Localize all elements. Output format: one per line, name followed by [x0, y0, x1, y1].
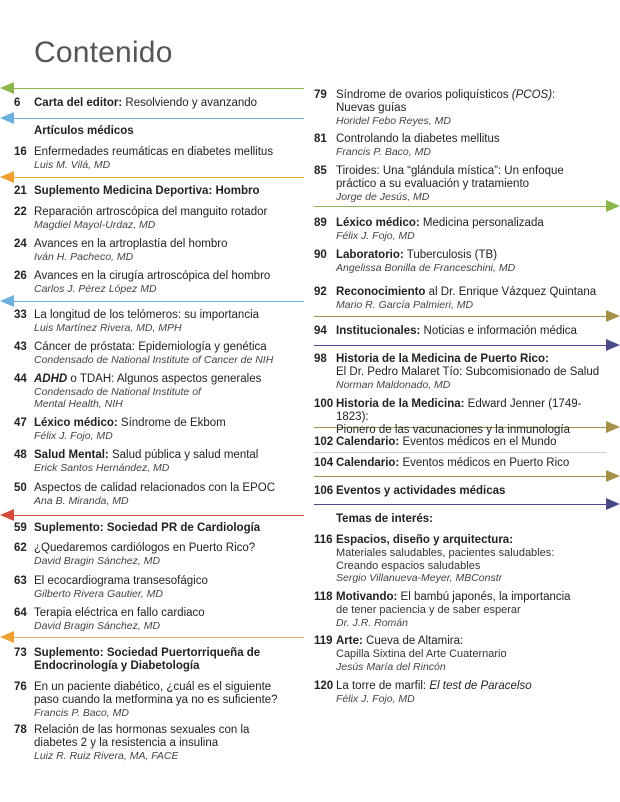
entry-author: Luis Martínez Rivera, MD, MPH — [34, 322, 182, 334]
entry-title: Relación de las hormonas sexuales con la — [34, 724, 250, 736]
page-number: 100 — [314, 398, 334, 410]
section-rule — [14, 637, 304, 638]
entry-author: Condensado de National Institute of Cancer de NIH — [34, 354, 274, 366]
section-rule — [314, 206, 606, 207]
entry-author: Dr. J.R. Román — [336, 616, 408, 629]
entry-abbreviation: ADHD — [34, 373, 68, 385]
entry-author: Angelissa Bonilla de Franceschini, MD — [336, 262, 516, 274]
entry-title: Resolviendo y avanzando — [122, 97, 258, 109]
entry-author: Sergio Villanueva-Meyer, MBConstr — [336, 572, 503, 584]
entry-abbreviation: (PCOS) — [511, 89, 553, 101]
section-heading: Artículos médicos — [34, 125, 134, 137]
entry-title: Terapia eléctrica en fallo cardiaco — [34, 607, 205, 619]
entry-author: Luis M. Vilá, MD — [34, 159, 111, 171]
entry-section: Léxico médico: — [336, 217, 420, 229]
entry-author: Mental Health, NIH — [34, 398, 123, 410]
entry-author: Francis P. Baco, MD — [336, 146, 431, 158]
entry-section: Institucionales: — [336, 325, 421, 337]
entry-title: Eventos y actividades médicas — [336, 485, 506, 497]
page-number: 120 — [314, 680, 334, 692]
entry-author: Carlos J. Pérez López MD — [34, 283, 157, 295]
entry-title: Tuberculosis (TB) — [403, 249, 498, 261]
page-number: 118 — [314, 591, 333, 603]
entry-section: Carta del editor: — [34, 97, 123, 109]
page-number: 50 — [14, 482, 27, 494]
entry-author: Iván H. Pacheco, MD — [34, 251, 134, 263]
page-number: 76 — [14, 681, 27, 693]
entry-title: Noticias e información médica — [420, 325, 577, 337]
entry-author: Condensado de National Institute of — [34, 386, 201, 398]
page-number: 47 — [14, 417, 27, 429]
section-rule — [14, 177, 304, 178]
section-marker-navy — [606, 339, 620, 351]
page-number: 92 — [314, 286, 327, 298]
section-rule — [314, 316, 606, 317]
entry-title: El ecocardiograma transesofágico — [34, 575, 208, 587]
entry-author: Félix J. Fojo, MD — [34, 430, 113, 442]
entry-title: Salud pública y salud mental — [108, 449, 259, 461]
page-number: 33 — [14, 309, 27, 321]
entry-author: Francis P. Baco, MD — [34, 707, 129, 719]
page-title: Contenido — [34, 36, 173, 69]
section-marker-olive — [606, 310, 620, 322]
entry-title: Eventos médicos en el Mundo — [399, 436, 557, 448]
page-number: 102 — [314, 436, 334, 448]
page-number: 90 — [314, 249, 327, 261]
page-number: 6 — [14, 97, 21, 109]
entry-title-cont: diabetes 2 y la resistencia a insulina — [34, 737, 219, 749]
page-number: 116 — [314, 534, 333, 546]
entry-title: Eventos médicos en Puerto Rico — [399, 457, 570, 469]
entry-author: Erick Santos Hernández, MD — [34, 462, 170, 474]
page-number: 73 — [14, 647, 27, 659]
entry-section: Historia de la Medicina de Puerto Rico: — [336, 353, 549, 365]
page-number: 24 — [14, 238, 27, 250]
entry-author: Jesús María del Rincón — [336, 660, 446, 673]
page-number: 98 — [314, 353, 327, 365]
entry-title: Reparación artroscópica del manguito rotador — [34, 206, 268, 218]
entry-title: Controlando la diabetes mellitus — [336, 133, 500, 145]
page-number: 78 — [14, 724, 27, 736]
entry-section: Historia de la Medicina: — [336, 398, 465, 410]
section-heading: Temas de interés: — [336, 513, 433, 525]
entry-title: Síndrome de ovarios poliquísticos — [336, 89, 512, 101]
entry-title-cont: Nuevas guías — [336, 102, 407, 114]
entry-title: El bambú japonés, la importancia — [397, 591, 571, 603]
page-number: 85 — [314, 165, 327, 177]
section-marker-navy — [606, 498, 620, 510]
entry-title: En un paciente diabético, ¿cuál es el siguiente — [34, 681, 272, 693]
entry-title-cont: Pionero de las vacunaciones y la inmunología — [336, 424, 570, 436]
entry-author: Magdiel Mayol-Urdaz, MD — [34, 219, 156, 231]
section-marker-red — [0, 509, 14, 521]
section-marker-olive — [606, 470, 620, 482]
section-rule — [14, 515, 304, 516]
entry-section: Calendario: — [336, 436, 400, 448]
entry-section: Léxico médico: — [34, 417, 118, 429]
entry-title: Avances en la cirugía artroscópica del hombro — [34, 270, 271, 282]
entry-section: Arte: — [336, 635, 363, 647]
entry-author: Gilberto Rivera Gautier, MD — [34, 588, 163, 600]
entry-author: Félix J. Fojo, MD — [336, 230, 415, 242]
entry-author: Ana B. Miranda, MD — [34, 495, 129, 507]
entry-author: David Bragin Sánchez, MD — [34, 620, 161, 632]
entry-title: Medicina personalizada — [419, 217, 544, 229]
entry-title: Suplemento Medicina Deportiva: Hombro — [34, 185, 260, 197]
entry-title: Suplemento: Sociedad PR de Cardiología — [34, 522, 261, 534]
page-number: 89 — [314, 217, 327, 229]
section-marker-blue — [0, 112, 14, 124]
entry-author: Jorge de Jesús, MD — [336, 191, 430, 203]
entry-title: Aspectos de calidad relacionados con la EPOC — [34, 482, 276, 494]
entry-title-cont: Creando espacios saludables — [336, 559, 481, 572]
entry-title-italic: El test de Paracelso — [429, 680, 532, 692]
section-rule — [14, 118, 304, 119]
entry-title-cont: Endocrinología y Diabetología — [34, 660, 200, 672]
entry-title: Enfermedades reumáticas en diabetes mellitus — [34, 146, 274, 158]
entry-title: o TDAH: Algunos aspectos generales — [67, 373, 262, 385]
page-number: 44 — [14, 373, 27, 385]
page-number: 81 — [314, 133, 327, 145]
page-number: 59 — [14, 522, 27, 534]
page-number: 119 — [314, 635, 333, 647]
entry-title-cont: paso cuando la metformina ya no es suficiente? — [34, 694, 278, 706]
page-number: 79 — [314, 89, 327, 101]
entry-section: Laboratorio: — [336, 249, 404, 261]
section-rule — [14, 88, 304, 89]
entry-title: La longitud de los telómeros: su importancia — [34, 309, 260, 321]
entry-title: ¿Quedaremos cardiólogos en Puerto Rico? — [34, 542, 256, 554]
page-number: 62 — [14, 542, 27, 554]
section-rule — [14, 301, 304, 302]
entry-title-cont: Capilla Sixtina del Arte Cuaternario — [336, 648, 507, 660]
entry-punct: : — [552, 89, 556, 101]
section-marker-blue — [0, 295, 14, 307]
entry-title: La torre de marfil: — [336, 680, 430, 692]
entry-title: Síndrome de Ekbom — [117, 417, 226, 429]
entry-author: Félix J. Fojo, MD — [336, 693, 415, 705]
entry-section: Calendario: — [336, 457, 400, 469]
page-number: 106 — [314, 485, 334, 497]
section-marker-orange — [0, 631, 14, 643]
entry-title: Cáncer de próstata: Epidemiología y genética — [34, 341, 267, 353]
section-marker-orange — [0, 171, 14, 183]
entry-title-cont: de tener paciencia y de saber esperar — [336, 604, 521, 616]
entry-author: Horidel Febo Reyes, MD — [336, 115, 451, 127]
entry-section: Salud Mental: — [34, 449, 109, 461]
entry-title: Suplemento: Sociedad Puertorriqueña de — [34, 647, 261, 659]
page-number: 48 — [14, 449, 27, 461]
page-number: 104 — [314, 457, 334, 469]
entry-author: David Bragin Sánchez, MD — [34, 555, 161, 567]
entry-section: Motivando: — [336, 591, 398, 603]
entry-author: Luiz R. Ruiz Rivera, MA, FACE — [34, 750, 179, 762]
page-number: 26 — [14, 270, 27, 282]
page-number: 64 — [14, 607, 27, 619]
entry-title: Avances en la artroplastía del hombro — [34, 238, 228, 250]
page-number: 94 — [314, 325, 327, 337]
page-number: 63 — [14, 575, 27, 587]
section-rule — [314, 345, 606, 346]
entry-title: El Dr. Pedro Malaret Tío: Subcomisionado de Salud — [336, 366, 600, 378]
entry-title: Tiroides: Una “glándula mística”: Un enfoque — [336, 165, 564, 177]
section-rule — [314, 504, 606, 505]
entry-section: Espacios, diseño y arquitectura: — [336, 534, 514, 546]
entry-title: Edward Jenner (1749-1823): — [336, 398, 582, 423]
entry-section: Reconocimiento — [336, 286, 426, 298]
entry-title: Materiales saludables, pacientes saludables: — [336, 547, 555, 559]
section-rule — [314, 452, 606, 453]
entry-author: Norman Maldonado, MD — [336, 379, 451, 391]
section-rule — [314, 476, 606, 477]
page-number: 43 — [14, 341, 27, 353]
page-number: 21 — [14, 185, 27, 197]
page-number: 16 — [14, 146, 27, 158]
entry-title: al Dr. Enrique Vázquez Quintana — [425, 286, 597, 298]
page-number: 22 — [14, 206, 27, 218]
section-marker-green — [0, 82, 14, 94]
entry-title-cont: práctico a su evaluación y tratamiento — [336, 178, 530, 190]
entry-author: Mario R. García Palmieri, MD — [336, 299, 474, 311]
entry-title: Cueva de Altamira: — [362, 635, 464, 647]
